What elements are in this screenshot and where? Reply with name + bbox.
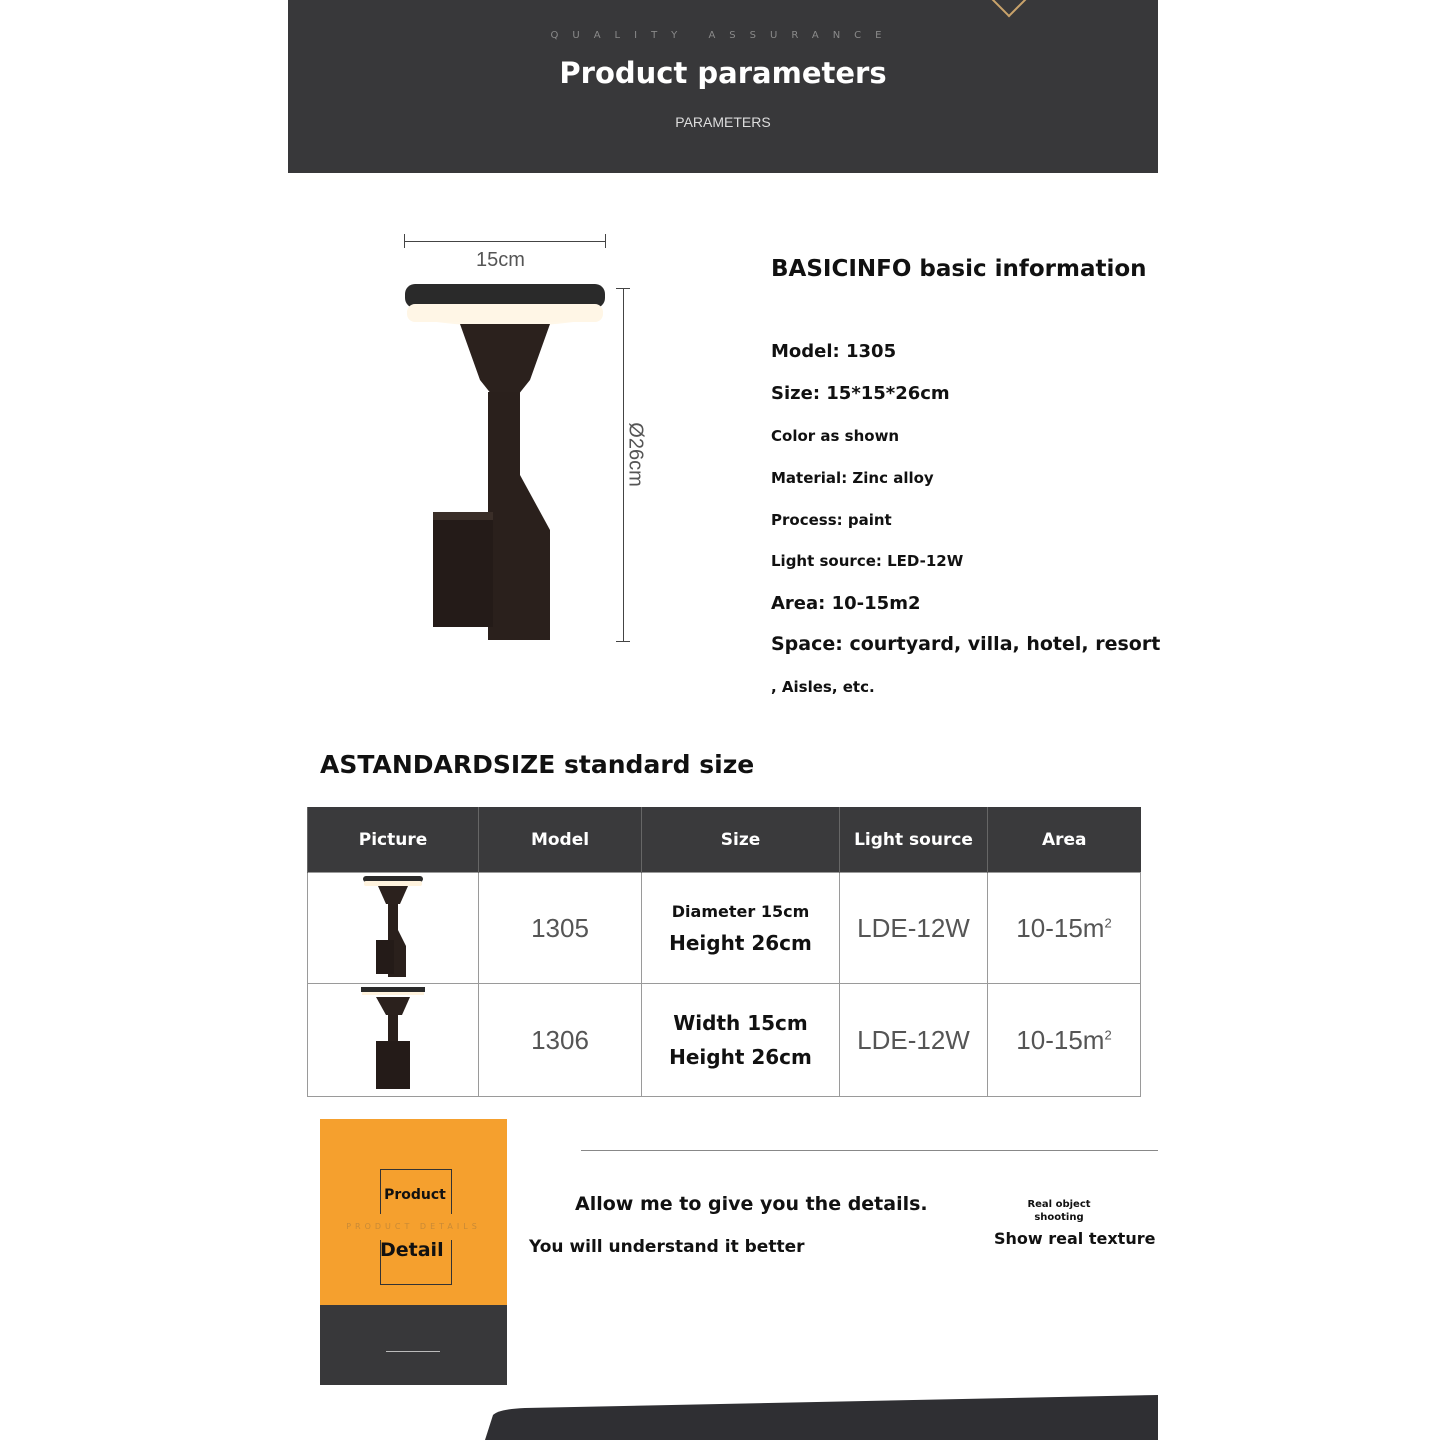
row-size-line1: Diameter 15cm [671,901,810,921]
detail-line1: Allow me to give you the details. [575,1193,928,1215]
info-model: Model: 1305 [771,341,897,362]
height-dimension-tick [616,288,630,289]
product-detail-badge [320,1119,507,1305]
detail-line2: You will understand it better [529,1237,805,1257]
col-header-picture: Picture [308,807,479,873]
row-area-value: 10-15m [1016,912,1105,943]
row-picture [308,984,479,1097]
info-light-source: Light source: LED-12W [771,552,964,570]
header-subtitle: PARAMETERS [675,114,771,130]
col-header-light-source: Light source [840,807,988,873]
row-size-line2: Height 26cm [669,1045,812,1069]
header-title: Product parameters [559,56,887,90]
info-material: Material: Zinc alloy [771,469,934,487]
width-dimension-line [404,241,606,242]
row-picture [308,873,479,984]
row-light-source: LDE-12W [840,984,988,1097]
divider [386,1351,440,1352]
lamp-1305-thumbnail [358,874,428,978]
standard-size-heading: ASTANDARDSIZE standard size [320,750,755,779]
info-space-cont: , Aisles, etc. [771,678,875,696]
row-size [642,873,840,984]
height-dimension-tick [616,641,630,642]
table-row [308,984,1141,1097]
info-space: Space: courtyard, villa, hotel, resort [771,633,1161,655]
width-dimension-tick [404,234,405,248]
row-size-line2: Height 26cm [669,930,812,955]
col-header-area: Area [988,807,1141,873]
width-dimension-tick [605,234,606,248]
parameters-header [288,0,1158,173]
row-size [642,984,840,1097]
detail-right-big: Show real texture [994,1229,1156,1248]
row-model: 1306 [479,984,642,1097]
lamp-1306-thumbnail [358,985,428,1091]
table-header-row [308,807,1141,873]
row-model: 1305 [479,873,642,984]
height-dimension-label: Ø26cm [624,422,647,487]
basic-info-heading: BASICINFO basic information [771,256,1147,282]
standard-size-table [307,807,1141,1097]
row-area-sup: 2 [1104,1026,1112,1042]
info-color: Color as shown [771,427,900,445]
next-section-edge [485,1395,1158,1440]
info-process: Process: paint [771,511,892,529]
col-header-size: Size [642,807,840,873]
row-light-source: LDE-12W [840,873,988,984]
row-size-line1: Width 15cm [673,1011,808,1035]
row-area [988,873,1141,984]
diamond-icon [991,0,1028,17]
info-area: Area: 10-15m2 [771,593,921,614]
header-tagline: QUALITY ASSURANCE [550,30,896,41]
row-area-value: 10-15m [1016,1024,1105,1055]
info-size: Size: 15*15*26cm [771,383,950,404]
badge-top-text: Product [384,1187,446,1203]
product-detail-dark-block [320,1305,507,1385]
table-row [308,873,1141,984]
badge-bottom-text: Detail [380,1239,444,1261]
lamp-image [400,280,612,645]
detail-divider [581,1150,1158,1151]
row-area-sup: 2 [1104,914,1112,930]
col-header-model: Model [479,807,642,873]
row-area [988,984,1141,1097]
badge-mid-text: PRODUCT DETAILS [346,1222,481,1231]
width-dimension-label: 15cm [476,249,525,271]
detail-right-small: Real object shooting [1027,1199,1091,1223]
